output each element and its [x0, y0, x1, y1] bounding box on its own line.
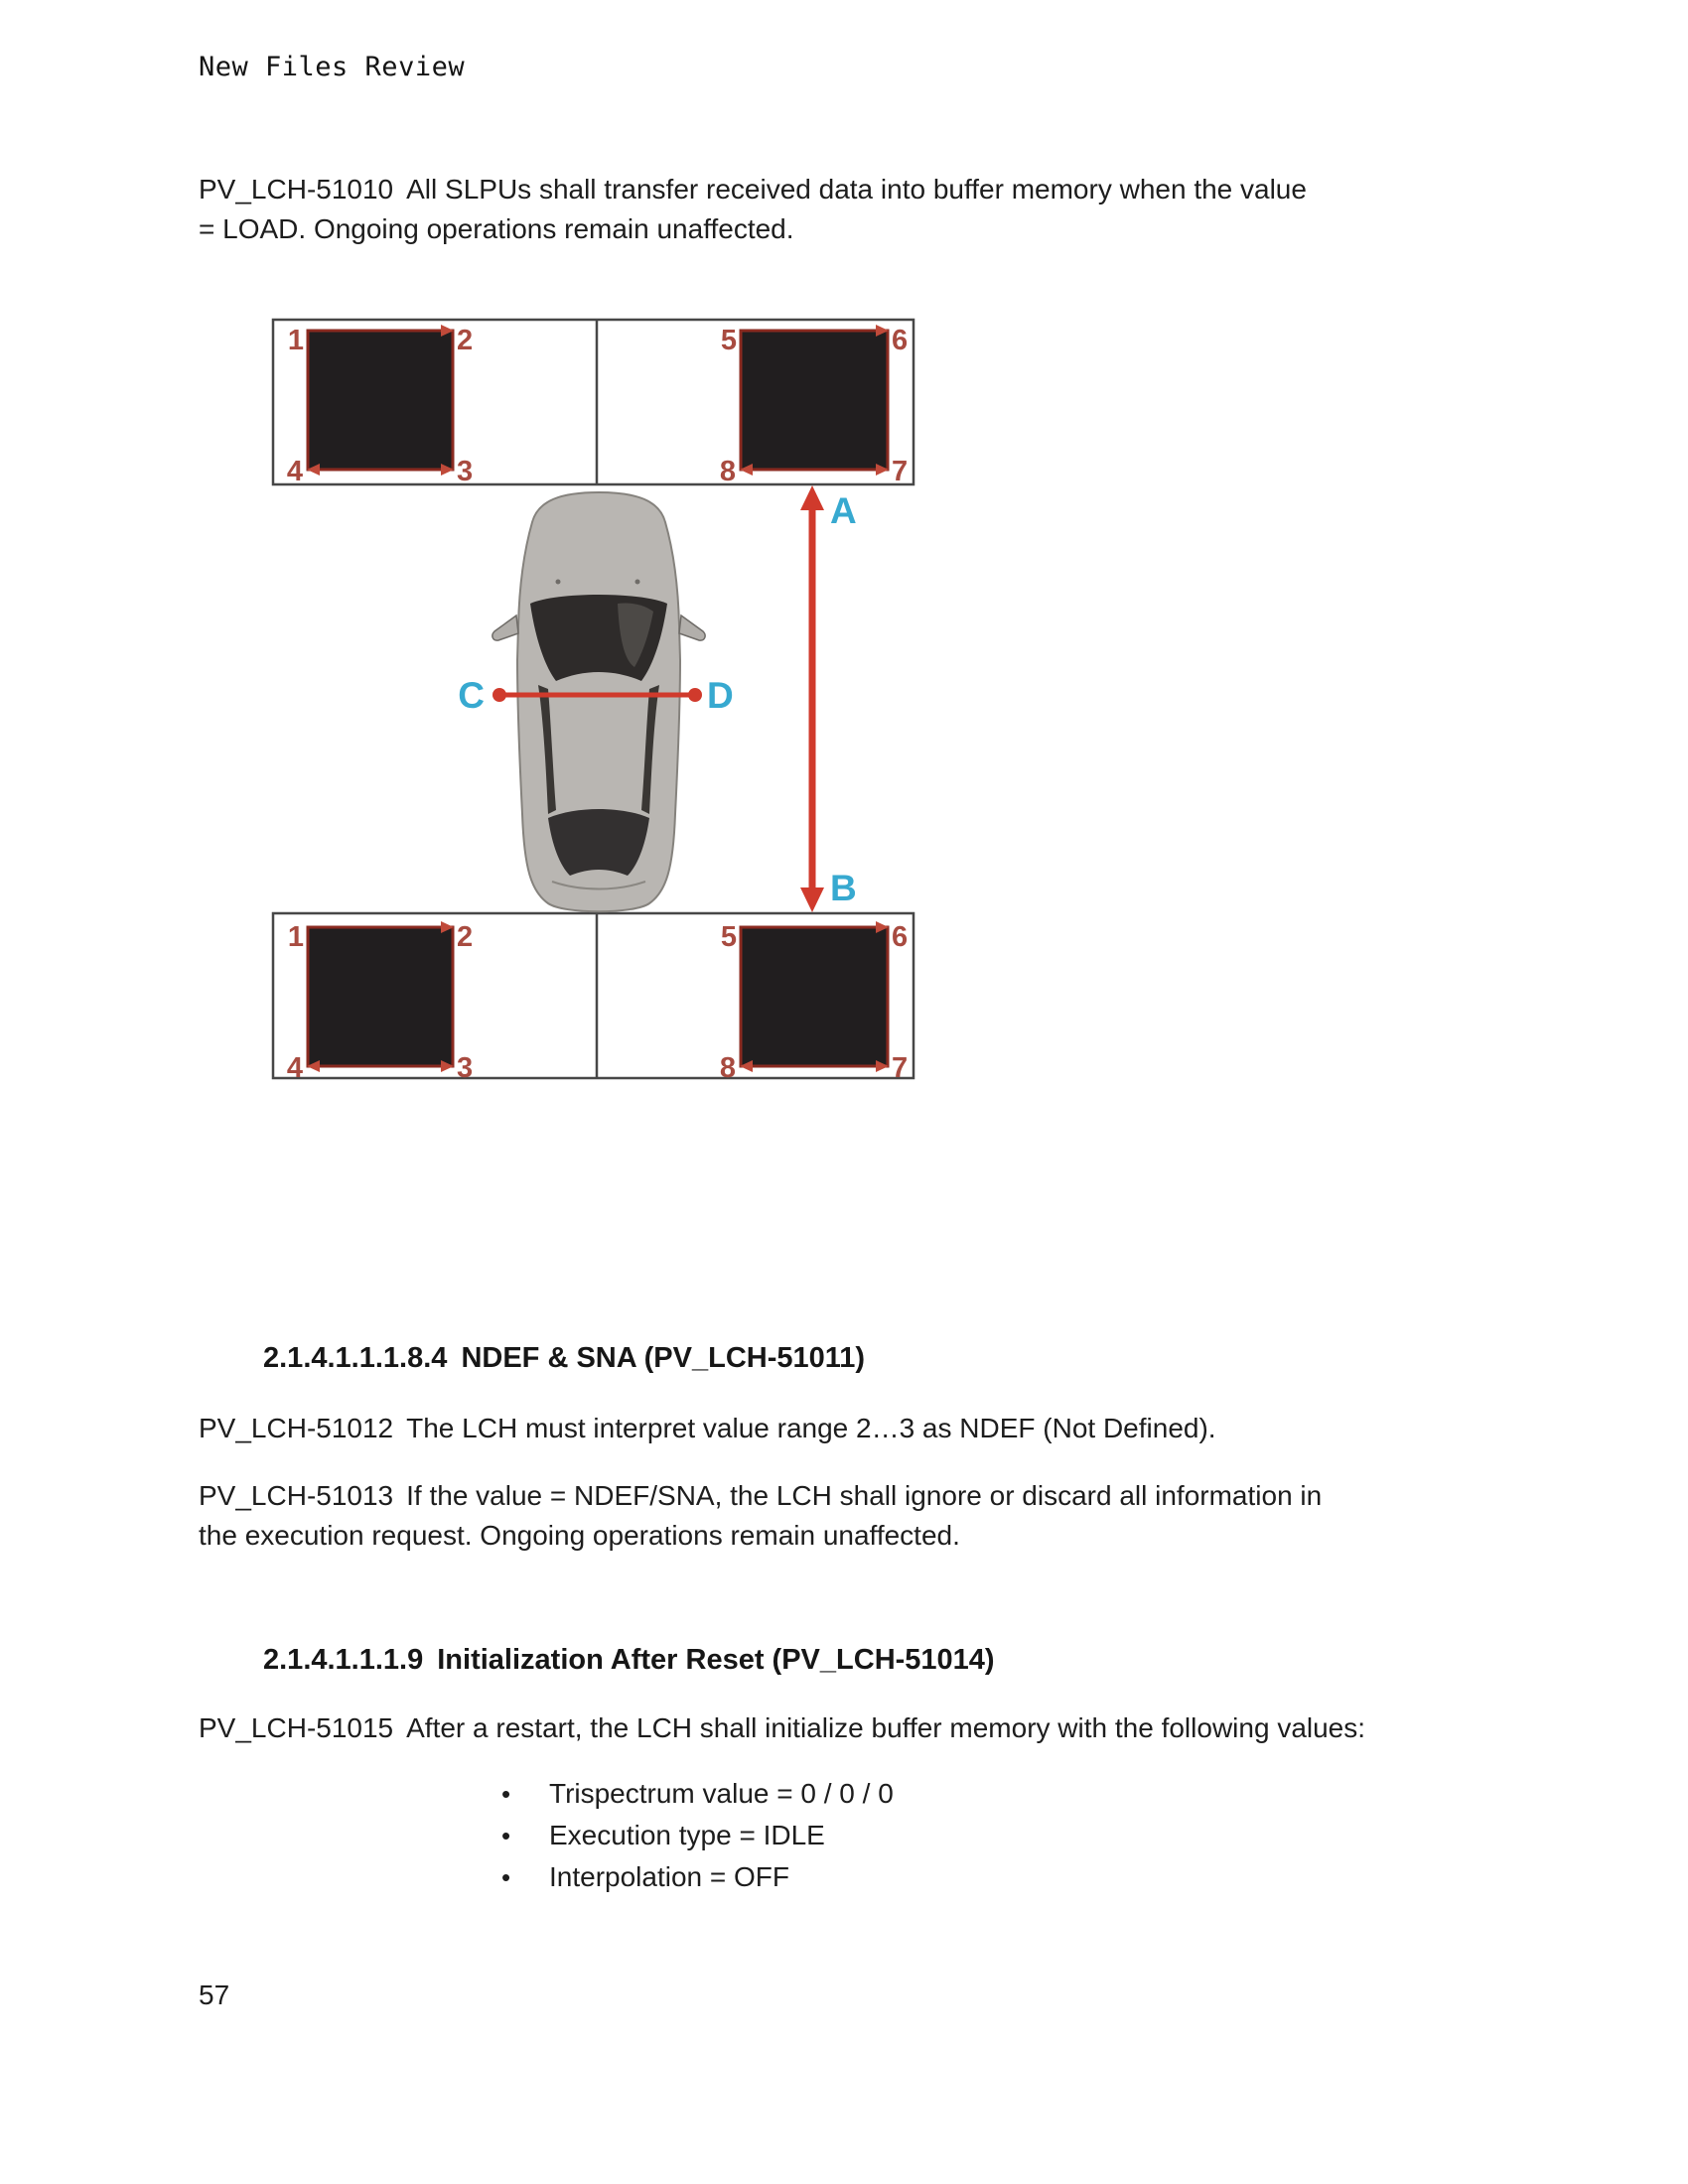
bottom-marker-board: [273, 913, 914, 1084]
requirement-line: the execution request. Ongoing operations remain unaffected.: [199, 1520, 960, 1551]
init-values-list: [501, 1773, 894, 1898]
bullet-icon: •: [501, 1779, 511, 1809]
requirement-pv-lch-51013: [199, 1476, 1322, 1556]
section-heading-ndef-sna: [263, 1342, 865, 1375]
document-header: New Files Review: [199, 52, 466, 82]
rear-window: [548, 809, 649, 876]
top-marker-board: [273, 320, 914, 487]
right-mirror: [679, 615, 705, 640]
calibration-marker-square: [741, 927, 888, 1066]
calibration-marker-square: [308, 927, 453, 1066]
requirement-line: [199, 1409, 1216, 1448]
corner-number: 1: [287, 325, 304, 356]
list-item-text: Execution type = IDLE: [549, 1820, 825, 1850]
requirement-line: [199, 170, 1307, 209]
section-heading-init-after-reset: [263, 1644, 995, 1677]
corner-number: 7: [892, 1052, 909, 1084]
corner-number: 2: [457, 325, 474, 356]
section-number: 2.1.4.1.1.1.8.4: [263, 1342, 448, 1374]
list-item-text: Trispectrum value = 0 / 0 / 0: [549, 1778, 894, 1809]
section-title: Initialization After Reset (PV_LCH-51014): [437, 1644, 995, 1676]
dot-d: [688, 688, 702, 702]
requirement-line: = LOAD. Ongoing operations remain unaffected.: [199, 213, 794, 244]
dimension-label-d: D: [707, 675, 734, 716]
corner-number: 5: [720, 325, 737, 356]
page-number: 57: [199, 1979, 230, 2010]
requirement-text: If the value = NDEF/SNA, the LCH shall ignore or discard all information in: [406, 1480, 1323, 1511]
requirement-text: All SLPUs shall transfer received data into buffer memory when the value: [406, 174, 1307, 205]
corner-number: 2: [457, 921, 474, 953]
requirement-line: [199, 1708, 1365, 1748]
calibration-figure: [253, 303, 938, 1097]
requirement-pv-lch-51010: [199, 170, 1307, 249]
left-mirror: [492, 615, 518, 640]
requirement-id: PV_LCH-51010: [199, 174, 394, 205]
requirement-pv-lch-51012: [199, 1409, 1216, 1448]
list-item-text: Interpolation = OFF: [549, 1861, 790, 1892]
corner-number: 4: [286, 456, 303, 487]
requirement-id: PV_LCH-51013: [199, 1480, 394, 1511]
corner-number: 1: [287, 921, 304, 953]
dimension-label-b: B: [830, 868, 857, 908]
requirement-text: The LCH must interpret value range 2…3 as NDEF (Not Defined).: [406, 1413, 1216, 1443]
list-item: [501, 1773, 894, 1815]
section-title: NDEF & SNA (PV_LCH-51011): [461, 1342, 866, 1374]
dot-c: [492, 688, 506, 702]
requirement-text: After a restart, the LCH shall initialize buffer memory with the following values:: [406, 1712, 1366, 1743]
dimension-label-c: C: [458, 675, 485, 716]
corner-number: 6: [892, 921, 909, 953]
requirement-pv-lch-51015: [199, 1708, 1365, 1748]
calibration-marker-square: [308, 331, 453, 470]
section-number: 2.1.4.1.1.1.9: [263, 1644, 424, 1676]
car-top-view-image: [492, 492, 705, 911]
corner-number: 5: [720, 921, 737, 953]
arrow-down-icon: [800, 887, 824, 912]
corner-number: 6: [892, 325, 909, 356]
corner-number: 7: [892, 456, 909, 487]
bullet-icon: •: [501, 1821, 511, 1850]
calibration-marker-square: [741, 331, 888, 470]
corner-number: 4: [286, 1052, 303, 1084]
requirement-id: PV_LCH-51012: [199, 1413, 394, 1443]
requirement-id: PV_LCH-51015: [199, 1712, 394, 1743]
corner-number: 8: [719, 1052, 736, 1084]
dimension-arrow-ab: [800, 485, 857, 912]
bullet-icon: •: [501, 1862, 511, 1892]
list-item: [501, 1815, 894, 1856]
list-item: [501, 1856, 894, 1898]
corner-number: 8: [719, 456, 736, 487]
dimension-label-a: A: [830, 490, 857, 531]
corner-number: 3: [457, 1052, 474, 1084]
arrow-up-icon: [800, 485, 824, 510]
corner-number: 3: [457, 456, 474, 487]
requirement-line: [199, 1476, 1322, 1516]
